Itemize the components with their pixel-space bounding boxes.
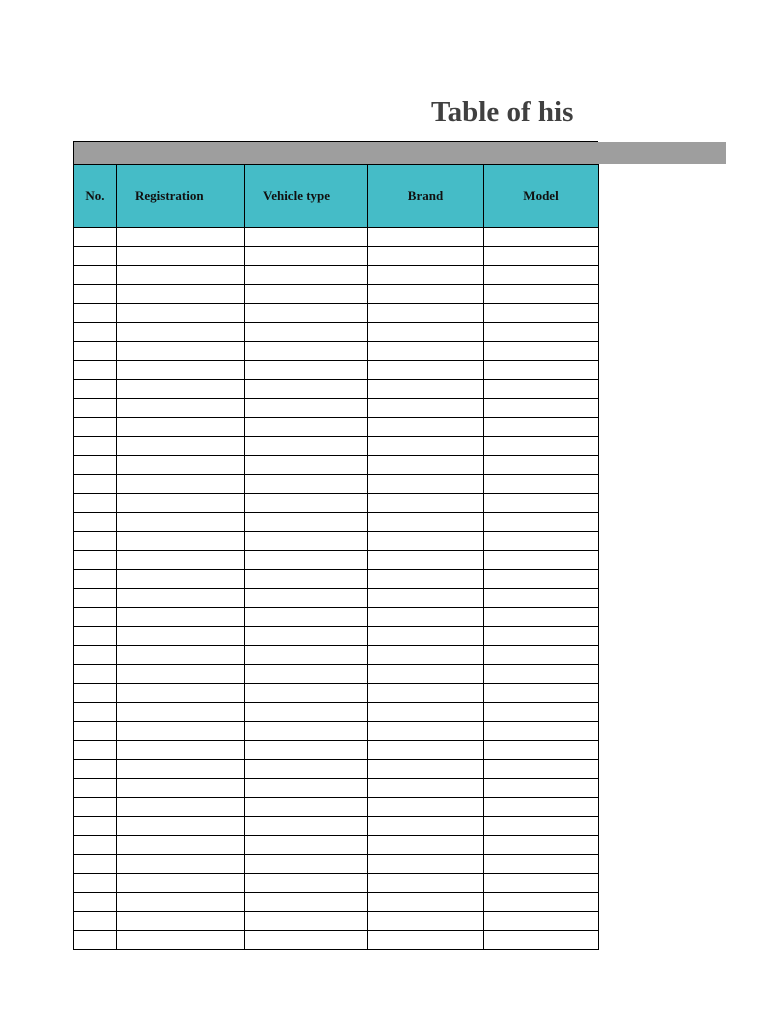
table-cell[interactable] [368, 741, 484, 760]
table-cell[interactable] [117, 684, 245, 703]
table-cell[interactable] [74, 399, 117, 418]
table-cell[interactable] [368, 570, 484, 589]
table-cell[interactable] [117, 323, 245, 342]
table-cell[interactable] [368, 494, 484, 513]
table-cell[interactable] [74, 722, 117, 741]
table-cell[interactable] [484, 475, 599, 494]
table-cell[interactable] [74, 475, 117, 494]
table-cell[interactable] [74, 912, 117, 931]
table-row [74, 342, 599, 361]
table-cell[interactable] [245, 285, 368, 304]
table-cell[interactable] [117, 912, 245, 931]
table-row [74, 817, 599, 836]
table-cell[interactable] [368, 323, 484, 342]
table-cell[interactable] [484, 551, 599, 570]
table-cell[interactable] [117, 475, 245, 494]
table-cell[interactable] [74, 893, 117, 912]
table-cell[interactable] [484, 361, 599, 380]
table-row [74, 893, 599, 912]
table-cell[interactable] [368, 418, 484, 437]
table-cell[interactable] [245, 589, 368, 608]
table-cell[interactable] [368, 893, 484, 912]
table-cell[interactable] [484, 570, 599, 589]
table-cell[interactable] [368, 646, 484, 665]
table-cell[interactable] [484, 627, 599, 646]
table-row [74, 874, 599, 893]
table-cell[interactable] [74, 589, 117, 608]
table-cell[interactable] [484, 247, 599, 266]
table-cell[interactable] [117, 494, 245, 513]
table-cell[interactable] [74, 285, 117, 304]
table-cell[interactable] [484, 893, 599, 912]
table-row [74, 912, 599, 931]
table-cell[interactable] [74, 266, 117, 285]
table-row [74, 475, 599, 494]
column-header-vehicle-type: Vehicle type [245, 165, 368, 228]
table-cell[interactable] [368, 665, 484, 684]
table-cell[interactable] [484, 665, 599, 684]
table-cell[interactable] [484, 817, 599, 836]
table-cell[interactable] [74, 703, 117, 722]
table-cell[interactable] [117, 361, 245, 380]
table-cell[interactable] [245, 931, 368, 950]
column-header-registration: Registration [117, 165, 245, 228]
table-cell[interactable] [74, 513, 117, 532]
table-row [74, 532, 599, 551]
table-row [74, 437, 599, 456]
table-cell[interactable] [245, 817, 368, 836]
table-cell[interactable] [484, 342, 599, 361]
table-cell[interactable] [117, 418, 245, 437]
table-cell[interactable] [117, 722, 245, 741]
table-row [74, 722, 599, 741]
table-cell[interactable] [74, 665, 117, 684]
page-title: Table of his [431, 96, 574, 128]
table-body [74, 228, 599, 950]
table-cell[interactable] [74, 836, 117, 855]
table-cell[interactable] [368, 855, 484, 874]
table-row [74, 798, 599, 817]
table-cell[interactable] [74, 741, 117, 760]
table-cell[interactable] [368, 513, 484, 532]
table-cell[interactable] [368, 779, 484, 798]
table-row [74, 247, 599, 266]
table-cell[interactable] [117, 893, 245, 912]
table-cell[interactable] [74, 323, 117, 342]
table-cell[interactable] [245, 342, 368, 361]
table-cell[interactable] [245, 665, 368, 684]
table-cell[interactable] [484, 722, 599, 741]
band-top-border [73, 141, 598, 142]
table-cell[interactable] [74, 551, 117, 570]
table-cell[interactable] [484, 646, 599, 665]
table-cell[interactable] [117, 437, 245, 456]
table-cell[interactable] [368, 361, 484, 380]
table-cell[interactable] [484, 855, 599, 874]
table-row [74, 589, 599, 608]
table-row [74, 323, 599, 342]
table-cell[interactable] [368, 380, 484, 399]
table-cell[interactable] [245, 779, 368, 798]
table-cell[interactable] [74, 684, 117, 703]
table-row [74, 684, 599, 703]
table-cell[interactable] [74, 798, 117, 817]
table-cell[interactable] [245, 266, 368, 285]
band-left-border [73, 141, 74, 165]
table-cell[interactable] [368, 798, 484, 817]
table-cell[interactable] [117, 665, 245, 684]
table-cell[interactable] [245, 361, 368, 380]
table-cell[interactable] [484, 266, 599, 285]
table-cell[interactable] [368, 228, 484, 247]
table-cell[interactable] [484, 760, 599, 779]
table-cell[interactable] [368, 817, 484, 836]
table-cell[interactable] [245, 893, 368, 912]
table-cell[interactable] [245, 855, 368, 874]
table-row [74, 836, 599, 855]
table-cell[interactable] [74, 437, 117, 456]
table-cell[interactable] [245, 494, 368, 513]
table-cell[interactable] [74, 760, 117, 779]
table-cell[interactable] [245, 532, 368, 551]
table-cell[interactable] [368, 456, 484, 475]
table-cell[interactable] [245, 570, 368, 589]
table-cell[interactable] [484, 437, 599, 456]
table-cell[interactable] [117, 285, 245, 304]
table-cell[interactable] [484, 779, 599, 798]
table-cell[interactable] [117, 627, 245, 646]
table-cell[interactable] [484, 494, 599, 513]
table-cell[interactable] [368, 931, 484, 950]
table-cell[interactable] [117, 874, 245, 893]
table-cell[interactable] [74, 456, 117, 475]
table-cell[interactable] [117, 703, 245, 722]
table-cell[interactable] [74, 931, 117, 950]
table-cell[interactable] [245, 513, 368, 532]
table-cell[interactable] [117, 247, 245, 266]
table-cell[interactable] [245, 874, 368, 893]
table-cell[interactable] [484, 285, 599, 304]
table-cell[interactable] [368, 475, 484, 494]
table-row [74, 513, 599, 532]
table-cell[interactable] [484, 456, 599, 475]
table-cell[interactable] [484, 418, 599, 437]
table-cell[interactable] [484, 380, 599, 399]
table-cell[interactable] [74, 608, 117, 627]
table-row [74, 361, 599, 380]
table-cell[interactable] [484, 399, 599, 418]
table-cell[interactable] [74, 304, 117, 323]
column-header-no: No. [74, 165, 117, 228]
table-cell[interactable] [74, 817, 117, 836]
table-cell[interactable] [245, 228, 368, 247]
table-row [74, 703, 599, 722]
table-cell[interactable] [245, 627, 368, 646]
table-cell[interactable] [484, 874, 599, 893]
table-row [74, 646, 599, 665]
table-cell[interactable] [368, 304, 484, 323]
table-cell[interactable] [484, 608, 599, 627]
table-cell[interactable] [245, 836, 368, 855]
table-cell[interactable] [74, 874, 117, 893]
table-cell[interactable] [368, 912, 484, 931]
table-cell[interactable] [368, 551, 484, 570]
table-cell[interactable] [117, 513, 245, 532]
table-cell[interactable] [245, 646, 368, 665]
table-cell[interactable] [245, 741, 368, 760]
table-cell[interactable] [245, 608, 368, 627]
column-header-brand: Brand [368, 165, 484, 228]
table-cell[interactable] [245, 456, 368, 475]
table-cell[interactable] [484, 532, 599, 551]
table-cell[interactable] [245, 380, 368, 399]
table-cell[interactable] [74, 380, 117, 399]
table-cell[interactable] [117, 266, 245, 285]
table-cell[interactable] [74, 361, 117, 380]
table-cell[interactable] [245, 798, 368, 817]
table-cell[interactable] [117, 589, 245, 608]
vehicle-table [73, 164, 599, 950]
table-cell[interactable] [74, 627, 117, 646]
table-row [74, 627, 599, 646]
table-cell[interactable] [368, 399, 484, 418]
table-cell[interactable] [484, 741, 599, 760]
table-cell[interactable] [368, 684, 484, 703]
table-cell[interactable] [245, 703, 368, 722]
table-cell[interactable] [245, 684, 368, 703]
table-row [74, 285, 599, 304]
table-cell[interactable] [368, 266, 484, 285]
table-cell[interactable] [368, 874, 484, 893]
column-header-model: Model [484, 165, 599, 228]
table-row [74, 855, 599, 874]
table-row [74, 228, 599, 247]
table-cell[interactable] [117, 380, 245, 399]
table-cell[interactable] [368, 703, 484, 722]
table-cell[interactable] [117, 836, 245, 855]
table-cell[interactable] [117, 608, 245, 627]
table-cell[interactable] [245, 323, 368, 342]
table-cell[interactable] [117, 228, 245, 247]
table-cell[interactable] [245, 912, 368, 931]
table-cell[interactable] [484, 513, 599, 532]
table-cell[interactable] [368, 285, 484, 304]
table-cell[interactable] [484, 798, 599, 817]
table-cell[interactable] [117, 646, 245, 665]
table-cell[interactable] [368, 247, 484, 266]
table-cell[interactable] [484, 703, 599, 722]
table-cell[interactable] [368, 589, 484, 608]
table-cell[interactable] [74, 570, 117, 589]
table-cell[interactable] [368, 722, 484, 741]
table-cell[interactable] [245, 437, 368, 456]
table-cell[interactable] [117, 741, 245, 760]
table-cell[interactable] [245, 399, 368, 418]
table-cell[interactable] [245, 722, 368, 741]
table-cell[interactable] [245, 475, 368, 494]
table-cell[interactable] [368, 608, 484, 627]
table-cell[interactable] [484, 228, 599, 247]
table-cell[interactable] [74, 494, 117, 513]
table-cell[interactable] [117, 551, 245, 570]
table-row [74, 551, 599, 570]
table-cell[interactable] [484, 912, 599, 931]
header-band [73, 142, 726, 164]
table-cell[interactable] [245, 551, 368, 570]
table-cell[interactable] [245, 304, 368, 323]
table-row [74, 665, 599, 684]
table-cell[interactable] [484, 836, 599, 855]
table-cell[interactable] [368, 627, 484, 646]
table-cell[interactable] [74, 228, 117, 247]
table-cell[interactable] [74, 532, 117, 551]
table-row [74, 494, 599, 513]
table-cell[interactable] [117, 779, 245, 798]
table-row [74, 608, 599, 627]
table-cell[interactable] [74, 855, 117, 874]
table-row [74, 456, 599, 475]
table-header-row [74, 165, 599, 228]
table-cell[interactable] [245, 418, 368, 437]
table-cell[interactable] [117, 931, 245, 950]
table-row [74, 418, 599, 437]
table-cell[interactable] [74, 779, 117, 798]
table-cell[interactable] [117, 817, 245, 836]
table-cell[interactable] [368, 532, 484, 551]
table-row [74, 931, 599, 950]
table-row [74, 380, 599, 399]
table-cell[interactable] [245, 247, 368, 266]
table-cell[interactable] [74, 342, 117, 361]
table-row [74, 779, 599, 798]
table-cell[interactable] [117, 342, 245, 361]
table-cell[interactable] [117, 532, 245, 551]
table-cell[interactable] [74, 418, 117, 437]
table-cell[interactable] [117, 798, 245, 817]
table-cell[interactable] [74, 247, 117, 266]
table-cell[interactable] [368, 760, 484, 779]
table-cell[interactable] [117, 399, 245, 418]
table-row [74, 304, 599, 323]
table-cell[interactable] [117, 304, 245, 323]
table-cell[interactable] [484, 684, 599, 703]
table-cell[interactable] [74, 646, 117, 665]
table-cell[interactable] [484, 589, 599, 608]
table-row [74, 399, 599, 418]
table-cell[interactable] [368, 437, 484, 456]
table-cell[interactable] [117, 855, 245, 874]
table-cell[interactable] [117, 760, 245, 779]
table-cell[interactable] [368, 342, 484, 361]
table-row [74, 741, 599, 760]
table-cell[interactable] [117, 570, 245, 589]
table-cell[interactable] [484, 304, 599, 323]
table-cell[interactable] [117, 456, 245, 475]
table-cell[interactable] [245, 760, 368, 779]
table-cell[interactable] [368, 836, 484, 855]
table-cell[interactable] [484, 323, 599, 342]
table-cell[interactable] [484, 931, 599, 950]
table-row [74, 570, 599, 589]
table-row [74, 760, 599, 779]
table-row [74, 266, 599, 285]
